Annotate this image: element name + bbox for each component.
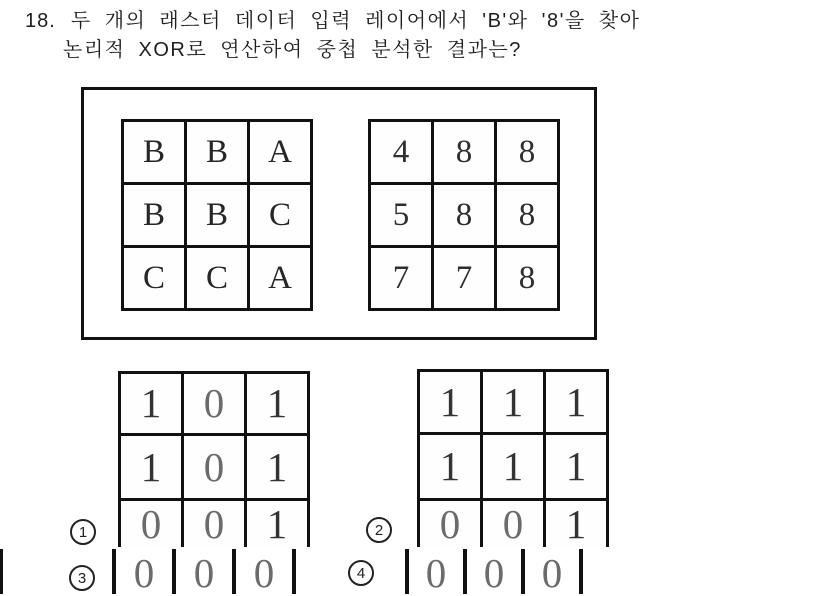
grid-cell: 8: [497, 185, 557, 245]
question-line-2: [63, 38, 522, 62]
grid-cell: 1: [546, 372, 606, 432]
grid-cell: 1: [483, 372, 543, 432]
option-3-marker[interactable]: [69, 565, 95, 591]
option-1-label: 1: [78, 523, 88, 541]
grid-cell: 5: [371, 185, 431, 245]
row-cell: 0: [521, 549, 579, 594]
grid-cell: 1: [121, 436, 181, 498]
option-3-label: 3: [77, 569, 87, 587]
grid-cell: 7: [434, 248, 494, 308]
row-cell: 0: [112, 549, 172, 594]
grid-cell: 1: [121, 374, 181, 433]
option-1-grid[interactable]: [118, 371, 310, 547]
grid-cell: C: [250, 185, 310, 245]
grid-cell: B: [187, 122, 247, 182]
grid-cell: 4: [371, 122, 431, 182]
grid-cell: C: [124, 248, 184, 308]
option-1-marker[interactable]: [70, 519, 96, 545]
grid-cell: A: [250, 248, 310, 308]
grid-cell: 7: [371, 248, 431, 308]
row-cell: 0: [172, 549, 232, 594]
grid-cell: 1: [420, 435, 480, 498]
grid-cell: 1: [247, 374, 307, 433]
letter-layer-grid: [121, 119, 313, 311]
option-2-grid[interactable]: [417, 369, 609, 547]
grid-cell: 0: [184, 374, 244, 433]
row-cell: 0: [405, 549, 463, 594]
grid-cell: A: [250, 122, 310, 182]
grid-cell: 8: [434, 185, 494, 245]
grid-cell: 0: [483, 501, 543, 547]
grid-cell: 8: [497, 122, 557, 182]
option-4-label: 4: [356, 564, 366, 582]
page-column-rule: [0, 549, 3, 594]
number-layer-grid: [368, 119, 560, 311]
grid-cell: 1: [483, 435, 543, 498]
input-layers-box: [81, 87, 597, 340]
option-2-marker[interactable]: [366, 517, 392, 543]
grid-cell: 8: [497, 248, 557, 308]
option-4-row[interactable]: [405, 549, 583, 594]
grid-cell: 8: [434, 122, 494, 182]
grid-cell: 0: [184, 436, 244, 498]
grid-cell: 1: [247, 436, 307, 498]
grid-cell: C: [187, 248, 247, 308]
grid-cell: 1: [546, 501, 606, 547]
grid-cell: 0: [121, 501, 181, 547]
row-cell: 0: [232, 549, 292, 594]
grid-cell: B: [124, 122, 184, 182]
grid-cell: B: [124, 185, 184, 245]
grid-cell: 1: [420, 372, 480, 432]
option-4-marker[interactable]: [348, 560, 374, 586]
question-text-line2: 논리적 XOR로 연산하여 중첩 분석한 결과는?: [63, 39, 522, 61]
question-text-line1: 두 개의 래스터 데이터 입력 레이어에서 'B'와 '8'을 찾아: [70, 10, 641, 32]
question-number: 18.: [25, 10, 56, 32]
grid-cell: 1: [247, 501, 307, 547]
option-3-row[interactable]: [112, 549, 296, 594]
grid-cell: B: [187, 185, 247, 245]
option-2-label: 2: [374, 521, 384, 539]
question-line-1: [25, 9, 640, 33]
grid-cell: 0: [184, 501, 244, 547]
row-cell: 0: [463, 549, 521, 594]
grid-cell: 1: [546, 435, 606, 498]
grid-cell: 0: [420, 501, 480, 547]
